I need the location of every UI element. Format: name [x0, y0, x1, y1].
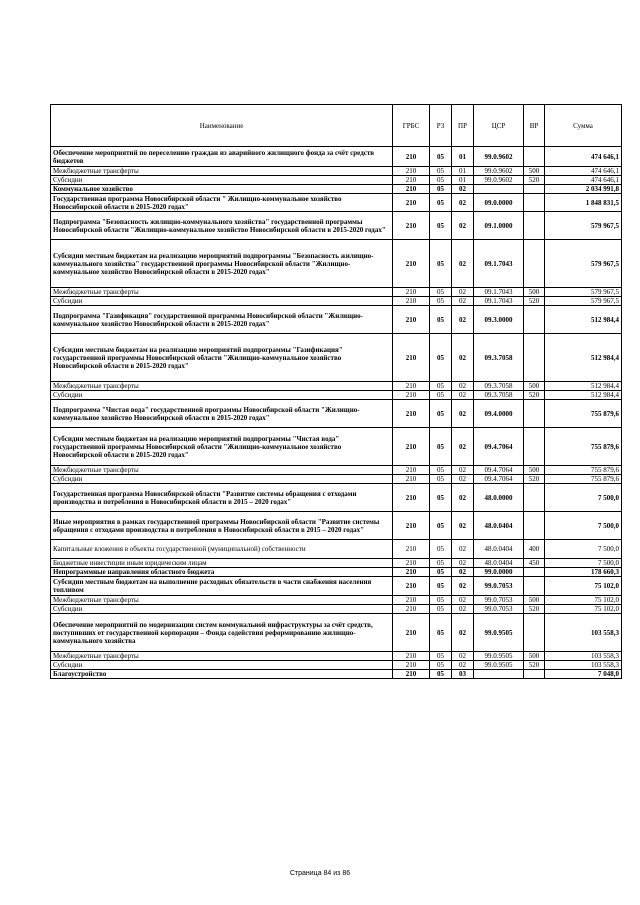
- row-name: Подпрограмма "Чистая вода" государственной программы Новосибирской области "Жилищно-коммунальное хозяйство Новосибирской области в 2015-2020 годах": [51, 400, 393, 428]
- row-sum: 103 558,3: [545, 652, 622, 661]
- row-pr: 03: [452, 670, 474, 679]
- table-row: [51, 334, 622, 382]
- row-pr: 02: [452, 306, 474, 334]
- row-vr: [524, 400, 545, 428]
- row-vr: 500: [524, 466, 545, 475]
- row-name: Субсидии: [51, 176, 393, 185]
- row-pr: 02: [452, 484, 474, 512]
- row-vr: 500: [524, 167, 545, 176]
- row-sum: 579 967,5: [545, 240, 622, 288]
- row-rz: 05: [430, 147, 452, 167]
- row-sum: 75 102,0: [545, 605, 622, 614]
- row-rz: 05: [430, 194, 452, 212]
- row-grbs: 210: [393, 240, 430, 288]
- row-rz: 05: [430, 391, 452, 400]
- table-row: [51, 176, 622, 185]
- header-csr: ЦСР: [474, 105, 524, 147]
- table-header-row: [51, 105, 622, 147]
- row-name: Государственная программа Новосибирской области "Развитие системы обращения с отходами производства и потребления в Новосибирской области в 2015 – 2020 годах": [51, 484, 393, 512]
- table-row: [51, 288, 622, 297]
- row-csr: 09.3.0000: [474, 306, 524, 334]
- row-pr: 02: [452, 194, 474, 212]
- row-sum: 103 558,3: [545, 661, 622, 670]
- row-grbs: 210: [393, 559, 430, 568]
- row-name: Субсидии: [51, 391, 393, 400]
- row-csr: 99.0.9505: [474, 661, 524, 670]
- row-name: Межбюджетные трансферты: [51, 167, 393, 176]
- row-name: Непрограммные направления областного бюджета: [51, 568, 393, 577]
- row-vr: 450: [524, 559, 545, 568]
- row-pr: 01: [452, 147, 474, 167]
- row-rz: 05: [430, 297, 452, 306]
- row-csr: 99.0.7053: [474, 596, 524, 605]
- row-grbs: 210: [393, 428, 430, 466]
- row-pr: 02: [452, 334, 474, 382]
- row-grbs: 210: [393, 185, 430, 194]
- row-vr: [524, 240, 545, 288]
- table-row: [51, 212, 622, 240]
- row-name: Субсидии местным бюджетам на реализацию мероприятий подпрограммы "Безопасность жилищно-коммунального хозяйства" государственной программы Новосибирской области "Жилищно-коммунальное хозяйство Новосибирской области в 2015-2020 годах": [51, 240, 393, 288]
- row-grbs: 210: [393, 577, 430, 596]
- row-sum: 755 879,6: [545, 400, 622, 428]
- row-grbs: 210: [393, 297, 430, 306]
- row-name: Межбюджетные трансферты: [51, 596, 393, 605]
- row-vr: [524, 428, 545, 466]
- row-csr: 99.0.9505: [474, 614, 524, 652]
- row-sum: 474 646,1: [545, 167, 622, 176]
- row-csr: [474, 185, 524, 194]
- row-vr: 500: [524, 652, 545, 661]
- row-vr: [524, 484, 545, 512]
- row-vr: [524, 512, 545, 540]
- row-sum: 7 500,0: [545, 484, 622, 512]
- row-csr: 48.0.0000: [474, 484, 524, 512]
- row-sum: 474 646,1: [545, 147, 622, 167]
- table-row: [51, 605, 622, 614]
- row-rz: 05: [430, 577, 452, 596]
- table-row: [51, 147, 622, 167]
- row-rz: 05: [430, 382, 452, 391]
- row-pr: 02: [452, 614, 474, 652]
- table-row: [51, 661, 622, 670]
- row-rz: 05: [430, 605, 452, 614]
- page-number: Страница 84 из 86: [289, 870, 351, 877]
- row-csr: 99.0.0000: [474, 568, 524, 577]
- row-sum: 2 034 991,8: [545, 185, 622, 194]
- table-row: [51, 167, 622, 176]
- row-rz: 05: [430, 670, 452, 679]
- row-name: Межбюджетные трансферты: [51, 466, 393, 475]
- row-csr: 99.0.9505: [474, 652, 524, 661]
- row-grbs: 210: [393, 391, 430, 400]
- row-csr: 48.0.0404: [474, 559, 524, 568]
- row-rz: 05: [430, 559, 452, 568]
- header-vr: ВР: [524, 105, 545, 147]
- row-rz: 05: [430, 596, 452, 605]
- row-sum: 579 967,5: [545, 288, 622, 297]
- row-grbs: 210: [393, 484, 430, 512]
- row-pr: 02: [452, 185, 474, 194]
- table-row: [51, 596, 622, 605]
- row-rz: 05: [430, 568, 452, 577]
- row-vr: 520: [524, 297, 545, 306]
- row-name: Субсидии местным бюджетам на реализацию мероприятий подпрограммы "Чистая вода" государственной программы Новосибирской области "Жилищно-коммунальное хозяйство Новосибирской области в 2015-2020 годах": [51, 428, 393, 466]
- row-pr: 02: [452, 382, 474, 391]
- row-grbs: 210: [393, 382, 430, 391]
- table-row: [51, 185, 622, 194]
- row-rz: 05: [430, 466, 452, 475]
- row-grbs: 210: [393, 194, 430, 212]
- row-rz: 05: [430, 167, 452, 176]
- row-pr: 02: [452, 212, 474, 240]
- row-vr: 520: [524, 176, 545, 185]
- row-vr: [524, 212, 545, 240]
- row-grbs: 210: [393, 652, 430, 661]
- row-csr: 09.3.7058: [474, 382, 524, 391]
- row-rz: 05: [430, 652, 452, 661]
- row-pr: 02: [452, 652, 474, 661]
- row-pr: 02: [452, 288, 474, 297]
- row-vr: [524, 147, 545, 167]
- row-sum: 579 967,5: [545, 297, 622, 306]
- row-name: Субсидии: [51, 297, 393, 306]
- row-name: Субсидии: [51, 475, 393, 484]
- row-csr: 99.0.7053: [474, 577, 524, 596]
- row-vr: [524, 568, 545, 577]
- row-csr: 09.4.7064: [474, 475, 524, 484]
- row-vr: 500: [524, 382, 545, 391]
- row-sum: 75 102,0: [545, 577, 622, 596]
- row-rz: 05: [430, 475, 452, 484]
- header-sum: Сумма: [545, 105, 622, 147]
- row-rz: 05: [430, 185, 452, 194]
- row-name: Субсидии: [51, 605, 393, 614]
- table-row: [51, 484, 622, 512]
- row-vr: 500: [524, 288, 545, 297]
- row-csr: 09.1.7043: [474, 288, 524, 297]
- row-csr: 09.4.7064: [474, 428, 524, 466]
- row-rz: 05: [430, 512, 452, 540]
- row-name: Обеспечение мероприятий по модернизации систем коммунальной инфраструктуры за счёт средств, поступивших от государственной корпорации – Фонда содействия реформированию жилищно-коммунального хозяйства: [51, 614, 393, 652]
- row-grbs: 210: [393, 288, 430, 297]
- row-vr: [524, 194, 545, 212]
- table-row: [51, 614, 622, 652]
- row-rz: 05: [430, 240, 452, 288]
- table-row: [51, 306, 622, 334]
- row-pr: 02: [452, 428, 474, 466]
- row-vr: [524, 185, 545, 194]
- header-grbs: ГРБС: [393, 105, 430, 147]
- row-pr: 02: [452, 466, 474, 475]
- row-sum: 178 660,3: [545, 568, 622, 577]
- row-csr: 09.4.0000: [474, 400, 524, 428]
- row-vr: 520: [524, 661, 545, 670]
- row-name: Обеспечение мероприятий по переселению граждан из аварийного жилищного фонда за счёт средств бюджетов: [51, 147, 393, 167]
- row-csr: 48.0.0404: [474, 540, 524, 559]
- row-grbs: 210: [393, 540, 430, 559]
- row-pr: 02: [452, 577, 474, 596]
- table-row: [51, 382, 622, 391]
- row-grbs: 210: [393, 670, 430, 679]
- table-row: [51, 475, 622, 484]
- row-vr: [524, 577, 545, 596]
- row-sum: 512 984,4: [545, 334, 622, 382]
- row-sum: 512 984,4: [545, 306, 622, 334]
- row-rz: 05: [430, 176, 452, 185]
- row-pr: 02: [452, 540, 474, 559]
- table-row: [51, 540, 622, 559]
- row-sum: 7 500,0: [545, 512, 622, 540]
- table-row: [51, 559, 622, 568]
- row-rz: 05: [430, 212, 452, 240]
- row-rz: 05: [430, 334, 452, 382]
- header-name: Наименование: [51, 105, 393, 147]
- row-grbs: 210: [393, 334, 430, 382]
- header-pr: ПР: [452, 105, 474, 147]
- row-name: Субсидии: [51, 661, 393, 670]
- row-pr: 01: [452, 176, 474, 185]
- row-vr: [524, 334, 545, 382]
- row-name: Благоустройство: [51, 670, 393, 679]
- row-sum: 1 848 831,5: [545, 194, 622, 212]
- row-rz: 05: [430, 614, 452, 652]
- row-csr: 09.3.7058: [474, 334, 524, 382]
- row-sum: 755 879,6: [545, 475, 622, 484]
- row-grbs: 210: [393, 176, 430, 185]
- row-pr: 02: [452, 297, 474, 306]
- row-vr: 520: [524, 605, 545, 614]
- row-grbs: 210: [393, 475, 430, 484]
- table-row: [51, 466, 622, 475]
- row-pr: 02: [452, 568, 474, 577]
- row-csr: 09.1.7043: [474, 240, 524, 288]
- row-grbs: 210: [393, 568, 430, 577]
- row-pr: 02: [452, 400, 474, 428]
- row-name: Межбюджетные трансферты: [51, 382, 393, 391]
- row-grbs: 210: [393, 614, 430, 652]
- row-rz: 05: [430, 400, 452, 428]
- row-sum: 512 984,4: [545, 391, 622, 400]
- row-rz: 05: [430, 661, 452, 670]
- row-sum: 474 646,1: [545, 176, 622, 185]
- row-name: Субсидии местным бюджетам на реализацию мероприятий подпрограммы "Газификация" государственной программы Новосибирской области "Жилищно-коммунальное хозяйство Новосибирской области в 2015-2020 годах": [51, 334, 393, 382]
- row-pr: 02: [452, 559, 474, 568]
- row-grbs: 210: [393, 596, 430, 605]
- table-row: [51, 240, 622, 288]
- row-grbs: 210: [393, 661, 430, 670]
- row-grbs: 210: [393, 512, 430, 540]
- row-rz: 05: [430, 484, 452, 512]
- row-csr: 99.0.7053: [474, 605, 524, 614]
- row-pr: 02: [452, 512, 474, 540]
- row-sum: 755 879,6: [545, 428, 622, 466]
- row-pr: 02: [452, 596, 474, 605]
- row-name: Подпрограмма "Безопасность жилищно-коммунального хозяйства" государственной программы Новосибирской области "Жилищно-коммунальное хозяйство Новосибирской области в 2015-2020 годах": [51, 212, 393, 240]
- row-pr: 02: [452, 240, 474, 288]
- row-name: Коммунальное хозяйство: [51, 185, 393, 194]
- row-grbs: 210: [393, 466, 430, 475]
- row-csr: [474, 670, 524, 679]
- row-name: Бюджетные инвестиции иным юридическим лицам: [51, 559, 393, 568]
- header-rz: РЗ: [430, 105, 452, 147]
- table-row: [51, 577, 622, 596]
- row-pr: 02: [452, 475, 474, 484]
- row-vr: [524, 670, 545, 679]
- row-csr: 09.1.7043: [474, 297, 524, 306]
- row-pr: 02: [452, 661, 474, 670]
- row-vr: 400: [524, 540, 545, 559]
- row-name: Межбюджетные трансферты: [51, 652, 393, 661]
- row-csr: 09.1.0000: [474, 212, 524, 240]
- row-grbs: 210: [393, 167, 430, 176]
- row-sum: 7 500,0: [545, 540, 622, 559]
- row-vr: 500: [524, 596, 545, 605]
- table-row: [51, 297, 622, 306]
- row-sum: 579 967,5: [545, 212, 622, 240]
- table-row: [51, 391, 622, 400]
- row-csr: 99.0.9602: [474, 176, 524, 185]
- row-pr: 02: [452, 605, 474, 614]
- table-row: [51, 194, 622, 212]
- row-name: Иные мероприятия в рамках государственной программы Новосибирской области "Развитие системы обращения с отходами производства и потребления в Новосибирской области в 2015 – 2020 годах": [51, 512, 393, 540]
- row-csr: 09.0.0000: [474, 194, 524, 212]
- row-pr: 02: [452, 391, 474, 400]
- row-rz: 05: [430, 288, 452, 297]
- row-vr: [524, 614, 545, 652]
- table-row: [51, 428, 622, 466]
- row-rz: 05: [430, 306, 452, 334]
- row-name: Государственная программа Новосибирской области " Жилищно-коммунальное хозяйство Новосибирской области в 2015-2020 годах": [51, 194, 393, 212]
- row-sum: 75 102,0: [545, 596, 622, 605]
- row-rz: 05: [430, 428, 452, 466]
- row-sum: 512 984,4: [545, 382, 622, 391]
- table-row: [51, 400, 622, 428]
- table-row: [51, 512, 622, 540]
- row-name: Подпрограмма "Газификация" государственной программы Новосибирской области "Жилищно-коммунальное хозяйство Новосибирской области в 2015-2020 годах": [51, 306, 393, 334]
- row-vr: 520: [524, 475, 545, 484]
- row-vr: [524, 306, 545, 334]
- row-grbs: 210: [393, 400, 430, 428]
- row-name: Субсидии местным бюджетам на выполнение расходных обязательств в части снабжения населения топливом: [51, 577, 393, 596]
- row-sum: 103 558,3: [545, 614, 622, 652]
- row-vr: 520: [524, 391, 545, 400]
- row-sum: 7 048,0: [545, 670, 622, 679]
- table-row: [51, 652, 622, 661]
- row-sum: 7 500,0: [545, 559, 622, 568]
- row-pr: 01: [452, 167, 474, 176]
- row-csr: 48.0.0404: [474, 512, 524, 540]
- budget-table: [50, 104, 622, 679]
- row-grbs: 210: [393, 212, 430, 240]
- table-row: [51, 670, 622, 679]
- row-sum: 755 879,6: [545, 466, 622, 475]
- row-name: Капитальные вложения в объекты государственной (муниципальной) собственности: [51, 540, 393, 559]
- row-csr: 09.4.7064: [474, 466, 524, 475]
- row-csr: 09.3.7058: [474, 391, 524, 400]
- table-row: [51, 568, 622, 577]
- row-csr: 99.0.9602: [474, 167, 524, 176]
- row-grbs: 210: [393, 147, 430, 167]
- row-name: Межбюджетные трансферты: [51, 288, 393, 297]
- row-grbs: 210: [393, 605, 430, 614]
- row-grbs: 210: [393, 306, 430, 334]
- row-rz: 05: [430, 540, 452, 559]
- row-csr: 99.0.9602: [474, 147, 524, 167]
